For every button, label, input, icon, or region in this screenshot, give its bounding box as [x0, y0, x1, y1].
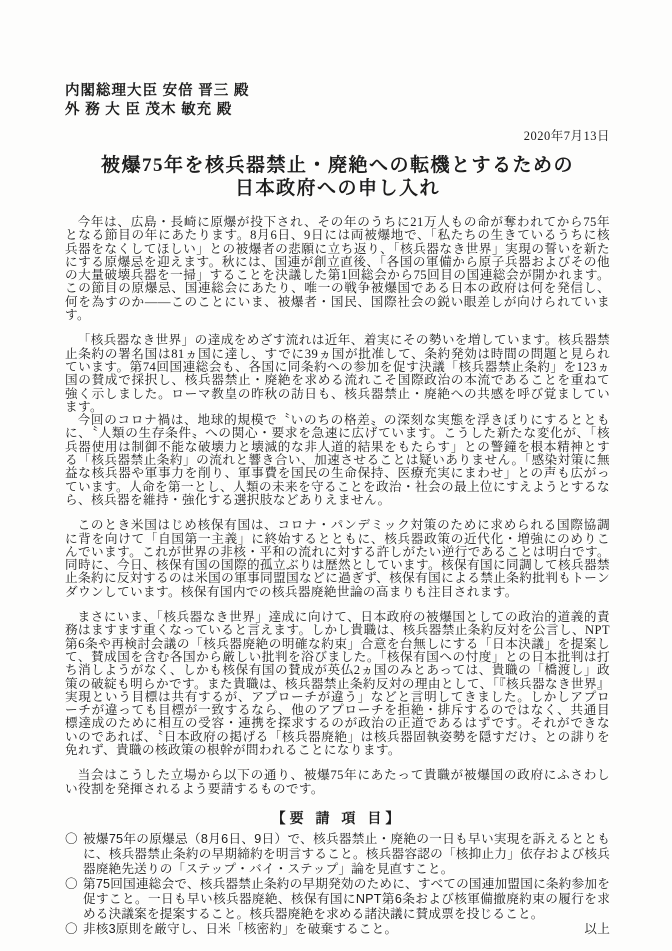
closing-ijou: 以上 [584, 921, 610, 936]
requests-section [65, 808, 610, 937]
paragraph-request-intro: 当会はこうした立場から以下の通り、被爆75年にあたって貴職が被爆国の政府にふさわしい役割を発揮されるよう要請するものです。 [65, 768, 610, 796]
request-list [65, 832, 610, 937]
paragraph-treaty-momentum: 「核兵器なき世界」の達成をめざす流れは近年、着実にその勢いを増しています。核兵器禁止条約の署名国は81ヵ国に達し、すでに39ヵ国が批准して、条約発効は時間の問題と見られています。第74回国連総会も、各国に同条約への参加を促す決議「核兵器禁止条約」を123ヵ国の賛成で採択し、核兵器禁止・廃絶を求める流れこそ国際政治の本流であることを重ねて強く示しました。ローマ教皇の昨秋の訪日も、核兵器禁止・廃絶への共感を呼び覚ましています。 [65, 333, 610, 414]
requests-heading: 【要 請 項 目】 [271, 809, 404, 826]
document-title [65, 154, 610, 200]
recipients-block [65, 82, 610, 120]
document-title-line1: 被爆75年を核兵器禁止・廃絶への転機とするための [100, 155, 574, 176]
request-item-text: 被爆75年の原爆忌（8月6日、9日）で、核兵器禁止・廃絶の一日も早い実現を訴えるとともに、核兵器禁止条約の早期締約を明言すること。核兵器容認の「核抑止力」依存および核兵器廃絶先送りの「ステップ・バイ・ステップ」論を見直すこと。 [83, 831, 610, 876]
request-item-2 [65, 877, 610, 922]
paragraph-nuclear-states: このとき米国はじめ核保有国は、コロナ・パンデミック対策のために求められる国際協調に背を向けて「自国第一主義」に終始するとともに、核兵器政策の近代化・増強にのめりこんでいます。これが世界の非核・平和の流れに対する許しがたい逆行であることは明白です。同時に、今日、核保有国の国際的孤立ぶりは歴然としています。核保有国に同調して核兵器禁止条約に反対するのは米国の軍事同盟国などに過ぎず、核保有国による禁止条約批判もトーンダウンしています。核保有国内での核兵器廃絶世論の高まりも注目されます。 [65, 518, 610, 599]
request-item-3 [65, 922, 610, 937]
paragraph-japan-responsibility: まさにいま、「核兵器なき世界」達成に向けて、日本政府の被爆国としての政治的道義的責務はますます重くなっていると言えます。しかし貴職は、核兵器禁止条約反対を公言し、NPT第6条や再検討会議の「核兵器廃絶の明確な約束」合意を台無しにする「日本決議」を提案して、賛成国を含む各国から厳しい批判を浴びました。「核保有国への忖度」との日本批判は打ち消しようがなく、しかも核保有国の賛成が英仏2ヵ国のみとあっては、貴職の「橋渡し」政策の破綻も明らかです。また貴職は、核兵器禁止条約反対の理由として、「『核兵器なき世界』実現という目標は共有するが、アプローチが違う」などと言明してきました。しかしアプローチが違っても目標が一致するなら、他のアプローチを拒絶・排斥するのではなく、共通目標達成のために相互の受容・連携を探求するのが政治の正道であるはずです。それができないのであれば、〝日本政府の掲げる「核兵器廃絶」は核兵器固執姿勢を隠すだけ〟との誹りを免れず、貴職の核政策の根幹が問われることになります。 [65, 610, 610, 757]
document-date: 2020年7月13日 [523, 129, 610, 143]
document-title-line2: 日本政府への申し入れ [234, 178, 440, 199]
recipient-prime-minister: 内閣総理大臣 安倍 晋三 殿 [65, 83, 250, 99]
recipient-foreign-minister: 外 務 大 臣 茂木 敏充 殿 [65, 102, 233, 118]
request-item-text: 非核3原則を厳守し、日米「核密約」を破棄すること。 [83, 921, 398, 936]
paragraph-corona: 今回のコロナ禍は、地球的規模で〝いのちの格差〟の深刻な実態を浮きぼりにするとともに、〝人類の生存条件〟への関心・要求を急速に広げています。こうした新たな変化が、「核兵器使用は制御不能な破壊力と壊滅的な非人道的結果をもたらす」との警鐘を根本精神とする「核兵器禁止条約」の流れと響き合い、加速させることは疑いありません。「感染対策に無益な核兵器や軍事力を削り、軍事費を国民の生命保持、医療充実にまわせ」との声も広がっています。人命を第一とし、人類の未来を守ることを政治・社会の最上位にすえようとするなら、核兵器を維持・強化する選択肢などありえません。 [65, 413, 610, 507]
request-item-1 [65, 832, 610, 877]
request-item-text: 第75回国連総会で、核兵器禁止条約の早期発効のために、すべての国連加盟国に条約参加を促すこと。一日も早い核兵器廃絶、核保有国にNPT第6条および核軍備撤廃約束の履行を求める決議案を提案すること。核兵器廃絶を求める諸決議に賛成票を投じること。 [83, 876, 610, 921]
bullet-marker: 〇 [65, 831, 78, 846]
bullet-marker: 〇 [65, 876, 78, 891]
paragraph-anniversary: 今年は、広島・長崎に原爆が投下され、その年のうちに21万人もの命が奪われてから75年となる節目の年にあたります。8月6日、9日には両被爆地で、「私たちの生きているうちに核兵器をなくしてほしい」との被爆者の悲願に立ち返り、「核兵器なき世界」実現の誓いを新たにする原爆忌を迎えます。秋には、国連が創立直後、「各国の軍備から原子兵器およびその他の大量破壊兵器を一掃」することを決議した第1回総会から75回目の国連総会が開かれます。この節目の原爆忌、国連総会にあたり、唯一の戦争被爆国である日本の政府は何を発信し、何を為すのか――このことにいま、被爆者・国民、国際社会の鋭い眼差しが向けられています。 [65, 215, 610, 323]
bullet-marker: 〇 [65, 921, 78, 936]
document-body [65, 216, 610, 796]
